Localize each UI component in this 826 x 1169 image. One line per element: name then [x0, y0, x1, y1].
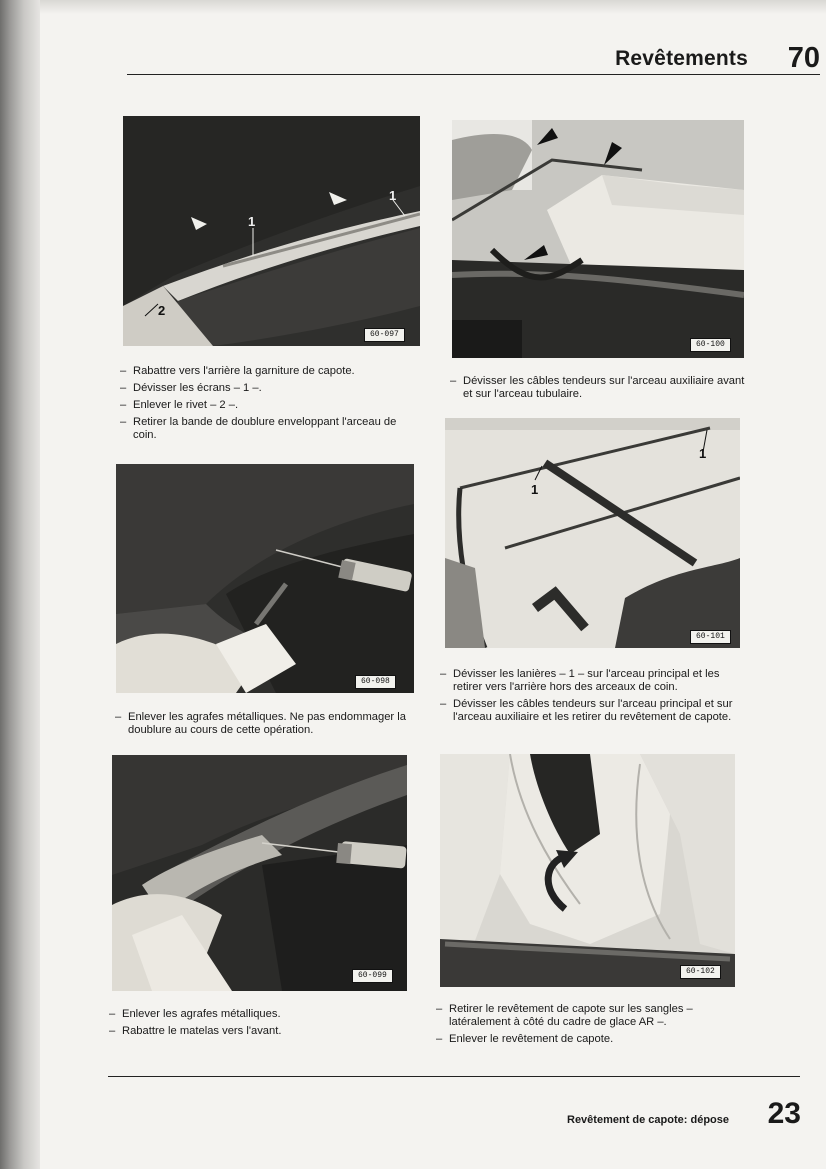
callout-label: 1	[531, 482, 539, 497]
section-number: 70	[787, 42, 820, 74]
book-binding-shadow	[0, 0, 40, 1169]
photo-reference: 60-098	[355, 675, 396, 689]
instruction-step: – Enlever les agrafes métalliques. Ne pas endommager la doublure au cours de cette opération.	[115, 711, 415, 737]
photo-60-099-image	[112, 755, 407, 991]
instructions-60-098	[115, 711, 415, 741]
instruction-step: – Dévisser les écrans – 1 –.	[120, 382, 418, 395]
header-rule	[127, 74, 820, 75]
instructions-60-097	[120, 365, 418, 446]
footer-rule	[108, 1076, 800, 1077]
instruction-step: – Enlever le rivet – 2 –.	[120, 399, 418, 412]
page-number: 23	[767, 1097, 801, 1130]
photo-60-100	[452, 120, 744, 358]
photo-60-098-image	[116, 464, 414, 693]
instruction-step: – Retirer la bande de doublure enveloppant l'arceau de coin.	[120, 416, 418, 442]
photo-60-097-image	[123, 116, 420, 346]
instructions-60-101	[440, 668, 740, 728]
photo-reference: 60-102	[680, 965, 721, 979]
instruction-step: – Enlever le revêtement de capote.	[436, 1033, 736, 1046]
photo-60-101-image	[445, 418, 740, 648]
photo-reference: 60-099	[352, 969, 393, 983]
photo-60-102	[440, 754, 735, 987]
instructions-60-099	[109, 1008, 409, 1042]
section-title: Revêtements	[615, 47, 748, 70]
photo-reference: 60-101	[690, 630, 731, 644]
photo-60-101	[445, 418, 740, 648]
instruction-step: – Enlever les agrafes métalliques.	[109, 1008, 409, 1021]
callout-label: 2	[158, 303, 166, 318]
instructions-60-102	[436, 1003, 736, 1050]
page-edge-shadow	[40, 0, 826, 14]
photo-60-100-image	[452, 120, 744, 358]
footer-title: Revêtement de capote: dépose	[567, 1114, 729, 1126]
photo-reference: 60-097	[364, 328, 405, 342]
instruction-step: – Dévisser les câbles tendeurs sur l'arceau principal et sur l'arceau auxiliaire et les retirer du revêtement de capote.	[440, 698, 740, 724]
instructions-60-100	[450, 375, 746, 405]
photo-60-097	[123, 116, 420, 346]
instruction-step: – Dévisser les câbles tendeurs sur l'arceau auxiliaire avant et sur l'arceau tubulaire.	[450, 375, 746, 401]
instruction-step: – Rabattre le matelas vers l'avant.	[109, 1025, 409, 1038]
photo-60-098	[116, 464, 414, 693]
photo-60-099	[112, 755, 407, 991]
instruction-step: – Rabattre vers l'arrière la garniture de capote.	[120, 365, 418, 378]
instruction-step: – Retirer le revêtement de capote sur les sangles – latéralement à côté du cadre de glace AR –.	[436, 1003, 736, 1029]
callout-label: 1	[389, 188, 397, 203]
photo-60-102-image	[440, 754, 735, 987]
callout-label: 1	[699, 446, 707, 461]
photo-reference: 60-100	[690, 338, 731, 352]
callout-label: 1	[248, 214, 256, 229]
instruction-step: – Dévisser les lanières – 1 – sur l'arceau principal et les retirer vers l'arrière hors des arceaux de coin.	[440, 668, 740, 694]
